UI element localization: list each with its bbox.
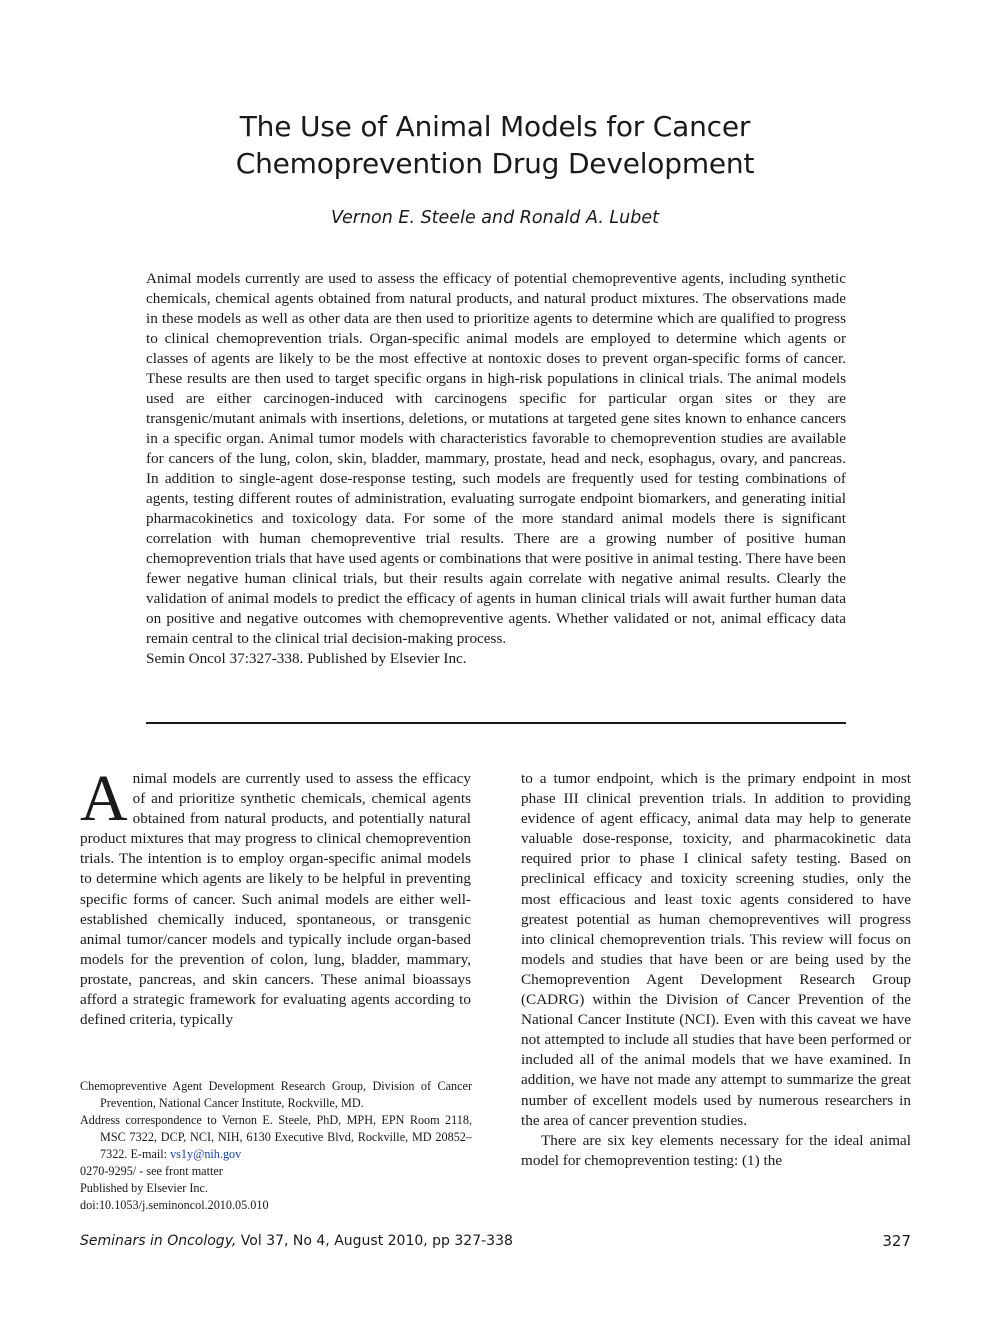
body-column-right <box>521 769 911 1171</box>
abstract-citation: Semin Oncol 37:327-338. Published by Elsevier Inc. <box>146 650 467 667</box>
abstract-text: Animal models currently are used to assess the efficacy of potential chemopreventive agents, including synthetic chemicals, chemical agents obtained from natural products, and natural product mixtures. The observations made in these models as well as other data are then used to prioritize agents to determine which are qualified to progress to clinical chemoprevention trials. Organ-specific animal models are employed to determine which agents or classes of agents are likely to be the most effective at nontoxic doses to prevent organ-specific forms of cancer. These results are then used to target specific organs in high-risk populations in clinical trials. The animal models used are either carcinogen-induced with carcinogens specific for particular organ sites or they are transgenic/mutant animals with insertions, deletions, or mutations at targeted gene sites known to enhance cancers in a specific organ. Animal tumor models with characteristics favorable to chemoprevention studies are available for cancers of the lung, colon, skin, bladder, mammary, prostate, head and neck, esophagus, ovary, and pancreas. In addition to single-agent dose-response testing, such models are frequently used for testing combinations of agents, testing different routes of administration, evaluating surrogate endpoint biomarkers, and generating initial pharmacokinetics and toxicology data. For some of the more standard animal models there is significant correlation with human chemopreventive trial results. There are a growing number of positive human chemoprevention trials that have used agents or combinations that were positive in animal testing. There have been fewer negative human clinical trials, but their results again correlate with negative animal results. Clearly the validation of animal models to predict the efficacy of agents in human clinical trials will await further human data on positive and negative outcomes with chemopreventive agents. Whether validated or not, animal efficacy data remain central to the clinical trial decision-making process. <box>146 270 846 647</box>
footnote-correspondence <box>80 1112 472 1163</box>
body-intro-text: nimal models are currently used to assess the efficacy of and prioritize synthetic chemicals, chemical agents obtained from natural products, and potentially natural product mixtures that may progress to clinical chemoprevention trials. The intention is to employ organ-specific animal models to determine which agents are likely to be helpful in preventing specific forms of cancer. Such animal models are either well-established chemically induced, spontaneous, or transgenic animal tumor/cancer models and typically include organ-based models for the prevention of colon, lung, bladder, mammary, prostate, pancreas, and skin cancers. These animal bioassays afford a strategic framework for evaluating agents according to defined criteria, typically <box>80 770 471 1029</box>
footnote-issn: 0270-9295/ - see front matter <box>80 1164 223 1178</box>
body-column-left <box>80 762 471 1030</box>
body-paragraph: There are six key elements necessary for the ideal animal model for chemoprevention testing: (1) the <box>521 1131 911 1169</box>
article-title-line-1: The Use of Animal Models for Cancer <box>239 110 751 143</box>
abstract <box>146 269 846 669</box>
page-footer <box>80 1231 911 1251</box>
body-intro-paragraph <box>80 762 471 1030</box>
journal-issue: Vol 37, No 4, August 2010, pp 327-338 <box>236 1233 513 1249</box>
author-list: Vernon E. Steele and Ronald A. Lubet <box>331 208 659 228</box>
article-title-line-2: Chemoprevention Drug Development <box>235 147 755 180</box>
footnote-publisher: Published by Elsevier Inc. <box>80 1181 208 1195</box>
abstract-divider <box>146 722 846 724</box>
email-link[interactable]: vs1y@nih.gov <box>170 1147 242 1161</box>
footnotes <box>80 1078 472 1214</box>
drop-cap: A <box>80 762 128 835</box>
article-title <box>95 108 895 182</box>
footnote-doi: doi:10.1053/j.seminoncol.2010.05.010 <box>80 1198 269 1212</box>
page-number: 327 <box>882 1232 911 1250</box>
footnote-affiliation: Chemopreventive Agent Development Research Group, Division of Cancer Prevention, National Cancer Institute, Rockville, MD. <box>80 1079 472 1110</box>
journal-name: Seminars in Oncology, <box>80 1233 237 1249</box>
footnote-correspondence-text: Address correspondence to Vernon E. Steele, PhD, MPH, EPN Room 2118, MSC 7322, DCP, NCI, NIH, 6130 Executive Blvd, Rockville, MD 20852–7322. E-mail: <box>80 1113 472 1161</box>
body-paragraph: to a tumor endpoint, which is the primary endpoint in most phase III clinical prevention trials. In addition to providing evidence of agent efficacy, animal data may help to generate valuable dose-response, toxicity, and pharmacokinetic data required prior to phase I clinical safety testing. Based on preclinical efficacy and toxicity screening studies, only the most efficacious and least toxic agents considered to have greatest potential as human chemopreventives will progress into clinical chemoprevention trials. This review will focus on models and studies that have been or are being used by the Chemoprevention Agent Development Research Group (CADRG) within the Division of Cancer Prevention of the National Cancer Institute (NCI). Even with this caveat we have not attempted to include all studies that have been performed or included all of the animal models that we have examined. In addition, we have not made any attempt to summarize the great number of excellent models used by numerous researchers in the area of cancer prevention studies. <box>521 770 911 1129</box>
